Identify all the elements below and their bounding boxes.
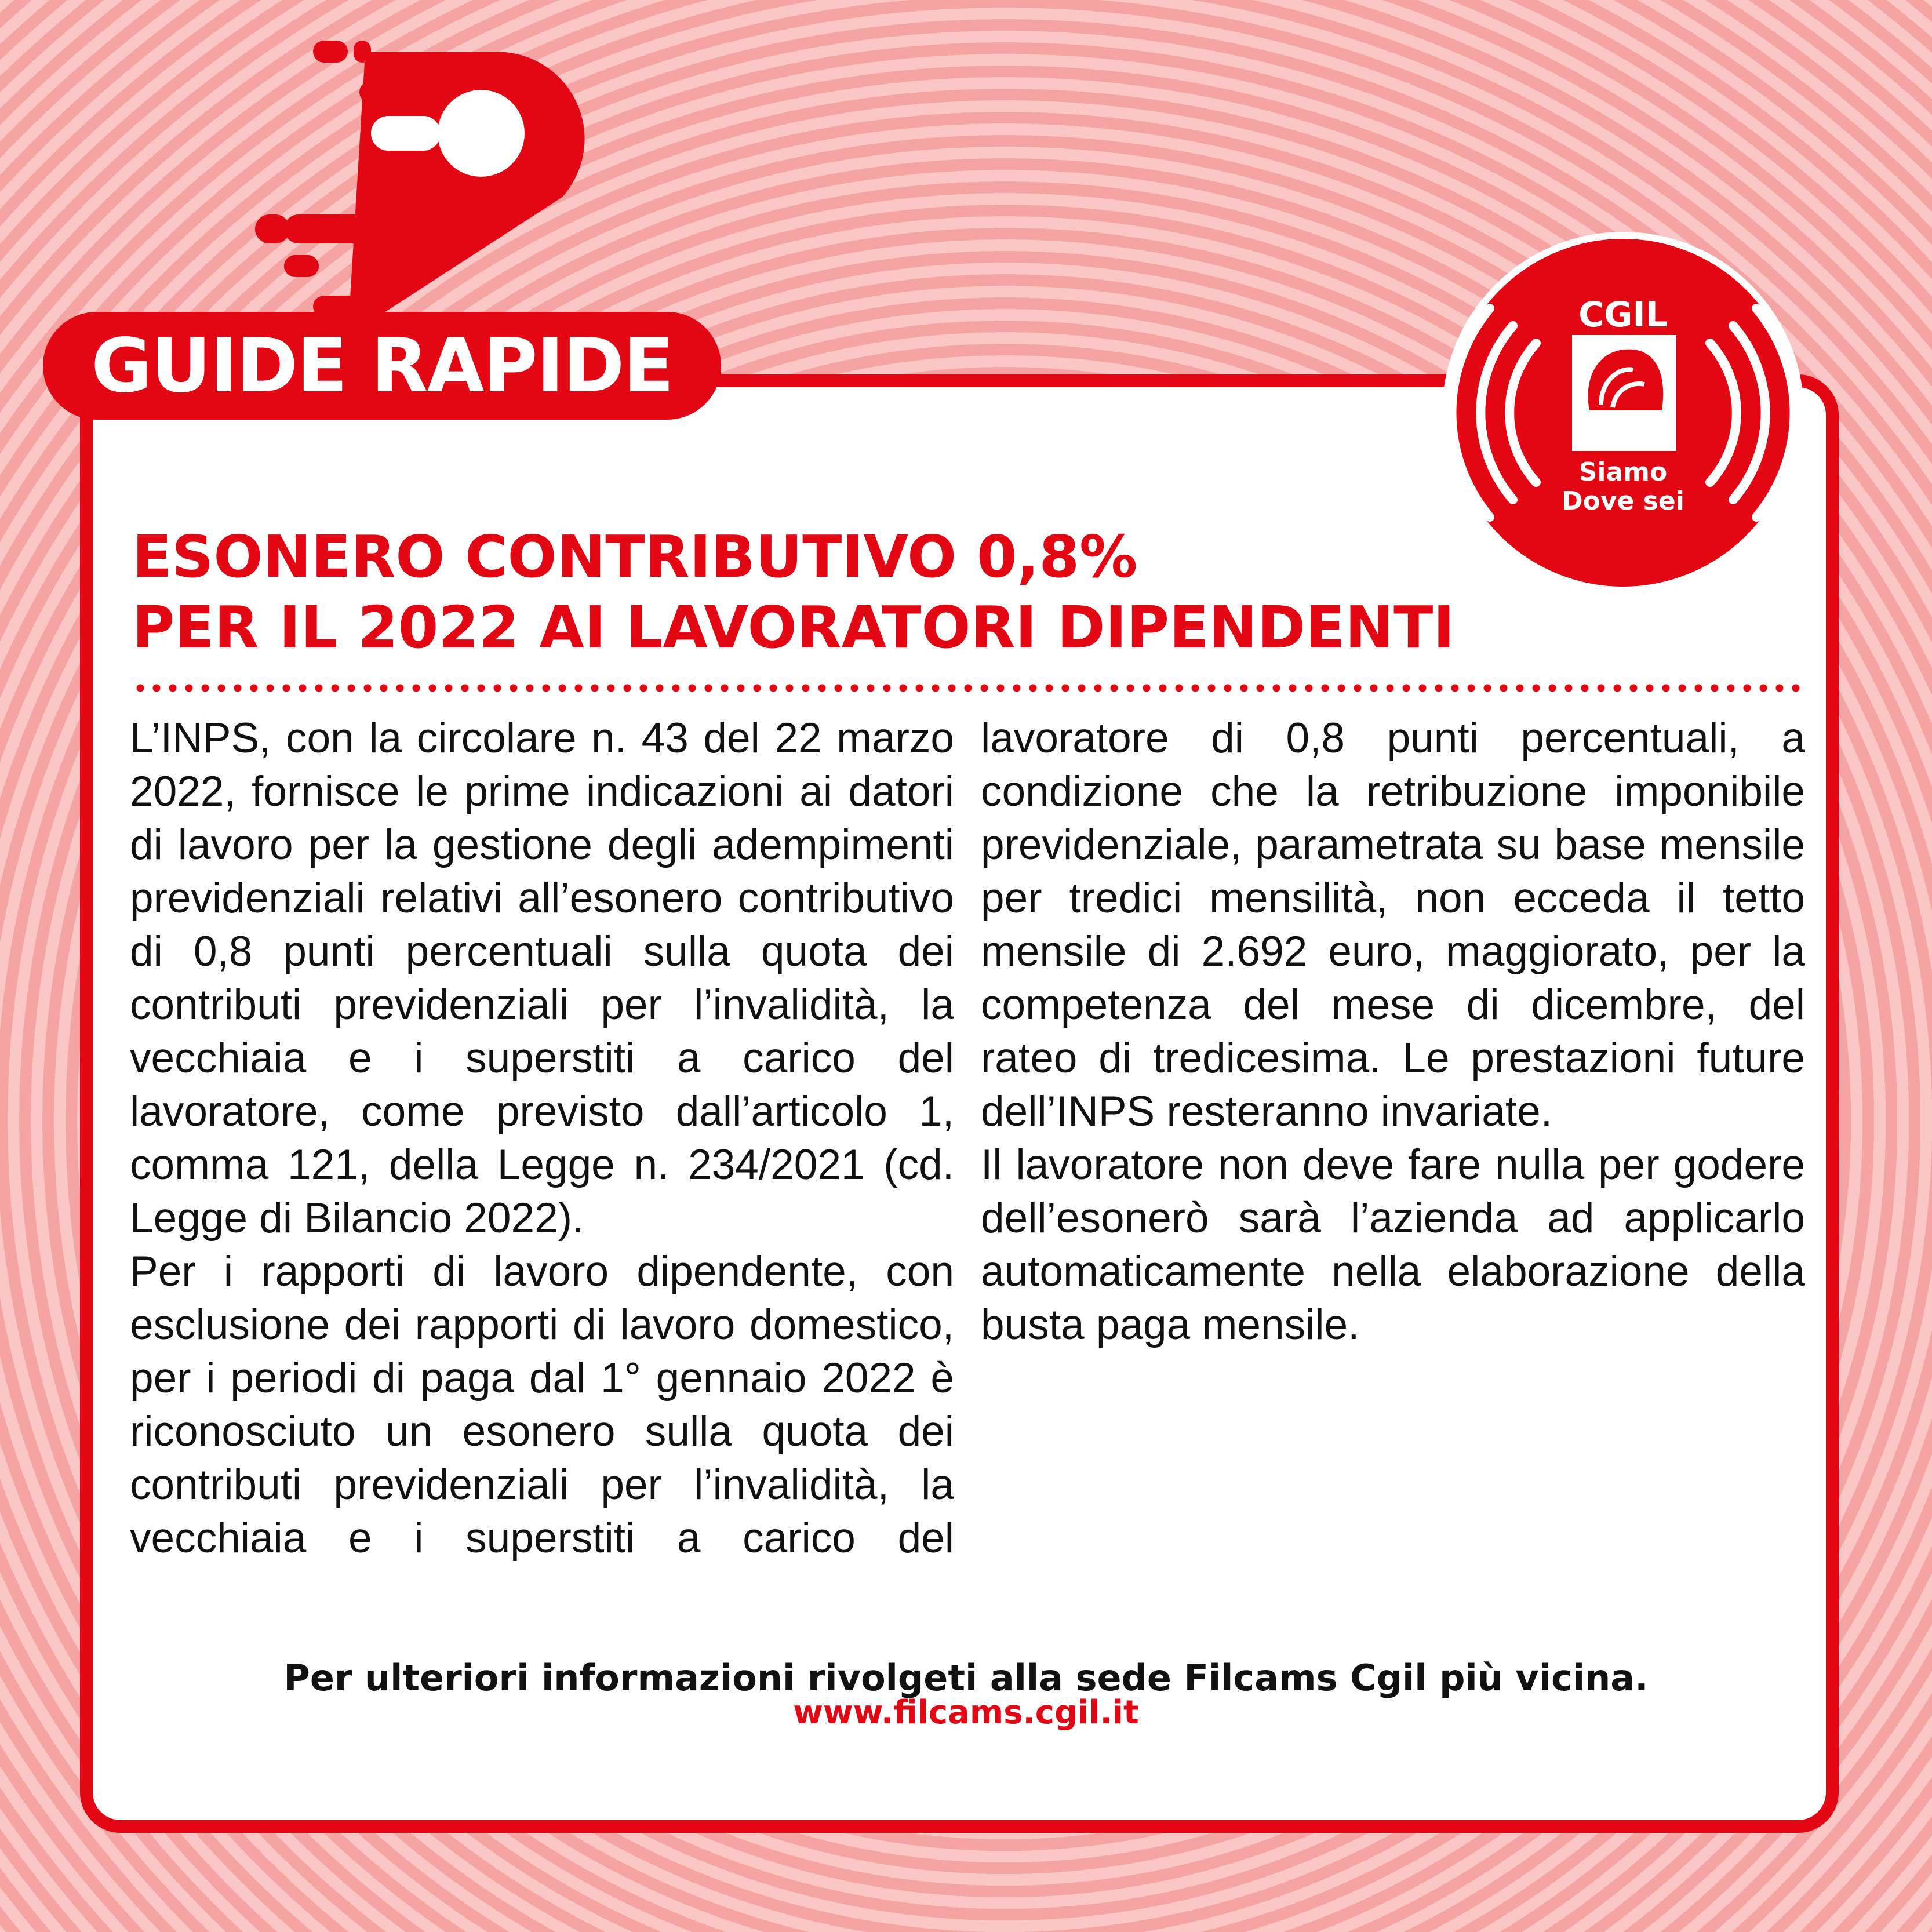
figures-emblem-icon: [1572, 335, 1676, 416]
body-paragraph-3: Il lavoratore non deve fare nulla per godere dell’esonerò sarà l’azienda ad applicarlo automaticamente nella elaborazione della busta paga mensile.: [981, 1141, 1805, 1348]
website-link[interactable]: www.filcams.cgil.it: [793, 1694, 1139, 1731]
seal-motto-line-2: Dove sei: [1562, 486, 1684, 516]
article-body: [130, 712, 1805, 1570]
seal-name: FILCAMS: [1571, 416, 1675, 439]
guide-label: GUIDE RAPIDE: [91, 322, 673, 409]
dotted-divider: [132, 684, 1802, 692]
title-line-1: ESONERO CONTRIBUTIVO 0,8%: [132, 523, 1138, 591]
body-paragraph-1: L’INPS, con la circolare n. 43 del 22 marzo 2022, fornisce le prime indicazioni ai datori di lavoro per la gestione degli adempimenti previdenziali relativi all’esonero contributivo di 0,8 punti percentuali sulla quota dei contributi previdenziali per l’invalidità, la vecchiaia e i superstiti a carico del lavoratore, come previsto dall’articolo 1, comma 121, della Legge n. 234/2021 (cd. Legge di Bilancio 2022).: [130, 715, 954, 1242]
seal-org: CGIL: [1578, 294, 1668, 335]
title-line-2: PER IL 2022 AI LAVORATORI DIPENDENTI: [132, 594, 1455, 661]
footer-info: Per ulteriori informazioni rivolgeti alla sede Filcams Cgil più vicina.: [283, 1657, 1649, 1699]
body-paragraph-2: Per i rapporti di lavoro dipendente, con esclusione dei rapporti di lavoro domestico, per i periodi di paga dal 1° gennaio 2022 è riconosciuto un esonero sulla quota dei contributi previdenziali per l’invalidità, la vecchiaia e i superstiti a carico del lavoratore di 0,8 punti percentuali, a condizione che la retribuzione imponibile previdenziale, parametrata su base mensile per tredici mensilità, non ecceda il tetto mensile di 2.692 euro, maggiorato, per la competenza del mese di dicembre, del rateo di tredicesima. Le prestazioni future dell’INPS resteranno invariate.: [130, 715, 1805, 1562]
seal-motto: [1449, 458, 1797, 516]
guide-badge: [43, 312, 721, 420]
seal-motto-line-1: Siamo: [1578, 457, 1668, 487]
page-title: [132, 522, 1842, 663]
